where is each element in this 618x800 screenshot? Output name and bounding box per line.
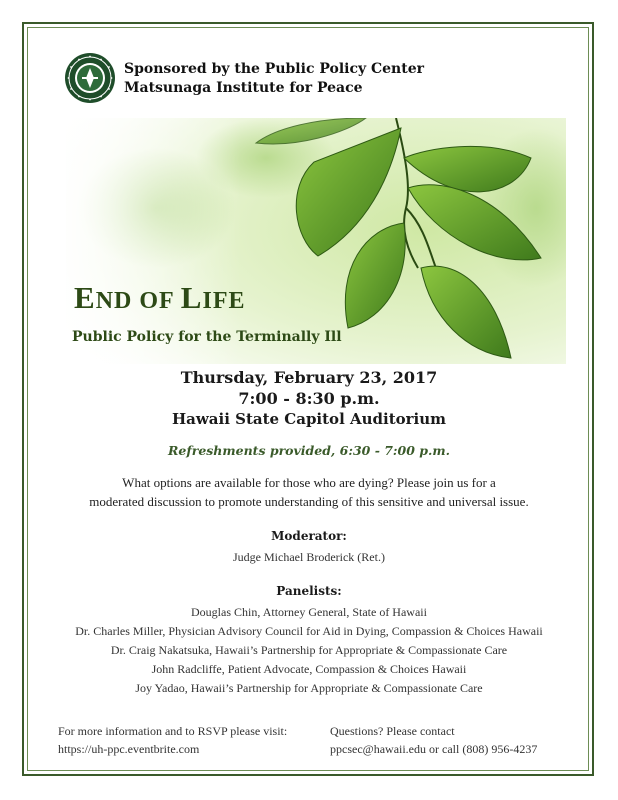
intro-line-2: moderated discussion to promote understanding of this sensitive and universal issue. [89, 494, 529, 509]
rsvp-link[interactable]: https://uh-ppc.eventbrite.com [58, 742, 200, 756]
title-part-1: ND OF [95, 288, 181, 314]
title-letter-e: E [74, 280, 96, 315]
panelists-heading: Panelists: [276, 584, 342, 598]
moderator-heading: Moderator: [271, 529, 347, 543]
event-date: Thursday, February 23, 2017 [180, 368, 438, 387]
panelists-list [30, 603, 588, 698]
event-subtitle: Public Policy for the Terminally Ill [72, 329, 342, 345]
panelist-item: John Radcliffe, Patient Advocate, Compassion & Choices Hawaii [151, 662, 467, 676]
event-title [74, 280, 246, 316]
event-time: 7:00 - 8:30 p.m. [238, 389, 380, 408]
moderator-name: Judge Michael Broderick (Ret.) [233, 550, 385, 564]
sponsor-block [124, 60, 424, 98]
panelist-item: Joy Yadao, Hawaii’s Partnership for Appropriate & Compassionate Care [135, 681, 483, 695]
rsvp-text: For more information and to RSVP please visit: [58, 724, 288, 738]
title-letter-l: L [180, 280, 203, 315]
sponsor-line-2: Matsunaga Institute for Peace [124, 80, 363, 96]
sponsor-line-1: Sponsored by the Public Policy Center [124, 61, 424, 77]
university-seal-icon [64, 52, 116, 104]
footer-contact [330, 722, 537, 758]
contact-text: Questions? Please contact [330, 724, 455, 738]
event-venue: Hawaii State Capitol Auditorium [171, 410, 447, 428]
footer-rsvp [58, 722, 287, 758]
leaves-hero-image [66, 118, 566, 364]
intro-line-1: What options are available for those who are dying? Please join us for a [122, 475, 496, 490]
intro-paragraph [30, 473, 588, 511]
panelist-item: Douglas Chin, Attorney General, State of Hawaii [191, 605, 427, 619]
panelist-item: Dr. Charles Miller, Physician Advisory Council for Aid in Dying, Compassion & Choices Hawaii [75, 624, 543, 638]
refreshments-note: Refreshments provided, 6:30 - 7:00 p.m. [168, 443, 450, 458]
panelist-item: Dr. Craig Nakatsuka, Hawaii’s Partnership for Appropriate & Compassionate Care [110, 643, 508, 657]
title-part-2: IFE [202, 288, 246, 314]
contact-email-phone[interactable]: ppcsec@hawaii.edu or call (808) 956-4237 [330, 742, 538, 756]
